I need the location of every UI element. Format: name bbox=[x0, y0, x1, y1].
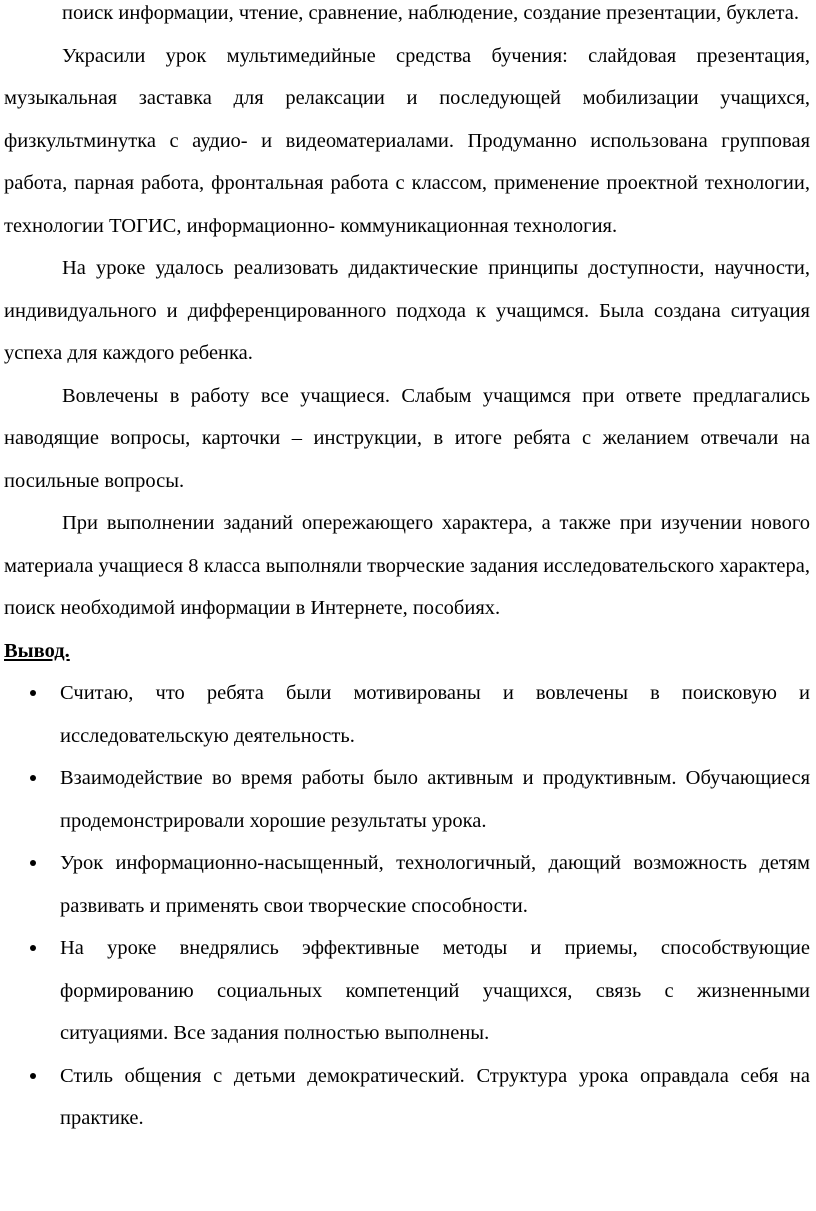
list-item bbox=[4, 842, 810, 927]
bullet-icon bbox=[30, 690, 36, 696]
bullet-icon bbox=[30, 775, 36, 781]
list-item-text: Считаю, что ребята были мотивированы и вовлечены в поисковую и исследовательскую деятельность. bbox=[60, 682, 810, 747]
list-item-text: Взаимодействие во время работы было активным и продуктивным. Обучающиеся продемонстрировали хорошие результаты урока. bbox=[60, 767, 810, 832]
list-item bbox=[4, 1055, 810, 1140]
paragraph-multimedia: Украсили урок мультимедийные средства бучения: слайдовая презентация, музыкальная заставка для релаксации и последующей мобилизации учащихся, физкультминутка с аудио- и видеоматериалами. Продуманно использована групповая работа, парная работа, фронтальная работа с классом, применение проектной технологии, технологии ТОГИС, информационно- коммуникационная технология. bbox=[4, 44, 810, 237]
list-item-text: Стиль общения с детьми демократический. Структура урока оправдала себя на практике. bbox=[60, 1064, 810, 1129]
conclusion-heading: Вывод. bbox=[4, 639, 70, 662]
list-item bbox=[4, 927, 810, 1055]
bullet-icon bbox=[30, 945, 36, 951]
paragraph-didactic-principles: На уроке удалось реализовать дидактические принципы доступности, научности, индивидуального и дифференцированного подхода к учащимся. Была создана ситуация успеха для каждого ребенка. bbox=[4, 257, 810, 364]
paragraph-student-involvement: Вовлечены в работу все учащиеся. Слабым учащимся при ответе предлагались наводящие вопросы, карточки – инструкции, в итоге ребята с желанием отвечали на посильные вопросы. bbox=[4, 384, 810, 492]
list-item bbox=[4, 672, 810, 757]
list-item-text: Урок информационно-насыщенный, технологичный, дающий возможность детям развивать и применять свои творческие способности. bbox=[60, 852, 810, 917]
bullet-icon bbox=[30, 860, 36, 866]
conclusion-list bbox=[4, 672, 810, 1140]
list-item bbox=[4, 757, 810, 842]
list-item-text: На уроке внедрялись эффективные методы и приемы, способствующие формированию социальных компетенций учащихся, связь с жизненными ситуациями. Все задания полностью выполнены. bbox=[60, 937, 810, 1044]
bullet-icon bbox=[30, 1073, 36, 1079]
paragraph-advanced-tasks: При выполнении заданий опережающего характера, а также при изучении нового материала учащиеся 8 класса выполняли творческие задания исследовательского характера, поиск необходимой информации в Интернете, пособиях. bbox=[4, 512, 810, 619]
paragraph-continuation: поиск информации, чтение, сравнение, наблюдение, создание презентации, буклета. bbox=[62, 2, 799, 24]
